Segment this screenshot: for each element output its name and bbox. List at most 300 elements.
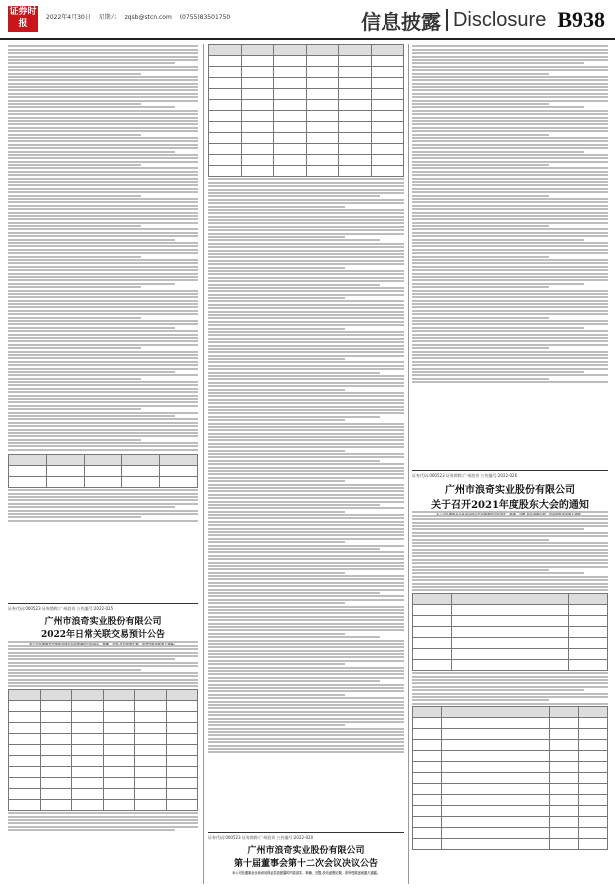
text-line <box>412 249 608 251</box>
text-line <box>412 134 549 136</box>
text-line <box>208 446 404 448</box>
text-line <box>8 432 198 434</box>
text-line <box>208 555 404 557</box>
body-text-block <box>208 178 404 753</box>
text-line <box>208 338 404 340</box>
newspaper-logo <box>8 6 38 32</box>
text-line <box>412 296 608 298</box>
text-line <box>8 658 175 660</box>
text-line <box>208 738 404 740</box>
text-line <box>208 321 404 323</box>
text-line <box>412 306 608 308</box>
text-line <box>208 284 380 286</box>
text-line <box>208 626 404 628</box>
text-line <box>208 545 404 547</box>
text-line <box>8 685 198 687</box>
body-text-block <box>8 641 198 687</box>
transaction-detail-table <box>208 44 404 177</box>
text-line <box>412 300 608 302</box>
text-line <box>8 425 198 427</box>
text-line <box>412 283 584 285</box>
text-line <box>8 256 141 258</box>
text-line <box>8 665 198 667</box>
contact-email[interactable]: zqsb@stcn.com <box>124 14 172 21</box>
text-line <box>412 62 584 64</box>
text-line <box>412 532 608 534</box>
text-line <box>208 673 404 675</box>
text-line <box>8 510 198 512</box>
text-line <box>8 73 141 75</box>
text-line <box>8 354 198 356</box>
text-line <box>8 283 175 285</box>
text-line <box>412 293 608 295</box>
text-line <box>8 201 198 203</box>
text-line <box>8 184 198 186</box>
text-line <box>8 816 198 818</box>
text-line <box>208 724 345 726</box>
text-line <box>208 660 404 662</box>
text-line <box>8 151 175 153</box>
text-line <box>412 327 584 329</box>
text-line <box>412 679 608 681</box>
text-line <box>208 707 404 709</box>
text-line <box>8 675 198 677</box>
text-line <box>412 56 608 58</box>
text-line <box>8 672 198 674</box>
text-line <box>8 225 141 227</box>
text-line <box>412 368 608 370</box>
text-line <box>412 693 608 695</box>
text-line <box>8 228 198 230</box>
text-line <box>208 406 404 408</box>
text-line <box>8 303 198 305</box>
text-line <box>412 123 608 125</box>
text-line <box>412 511 608 513</box>
text-line <box>208 507 404 509</box>
text-line <box>412 266 608 268</box>
text-line <box>208 250 404 252</box>
text-line <box>412 317 549 319</box>
text-line <box>208 216 404 218</box>
text-line <box>8 86 198 88</box>
text-line <box>412 259 608 261</box>
text-line <box>412 589 608 591</box>
text-line <box>8 422 198 424</box>
text-line <box>8 496 198 498</box>
text-line <box>412 528 584 530</box>
text-line <box>412 235 608 237</box>
text-line <box>8 506 175 508</box>
text-line <box>208 521 404 523</box>
text-line <box>208 382 404 384</box>
text-line <box>208 656 404 658</box>
text-line <box>412 347 549 349</box>
text-line <box>8 259 198 261</box>
text-line <box>208 568 404 570</box>
text-line <box>208 470 404 472</box>
text-line <box>412 215 608 217</box>
text-line <box>412 576 608 578</box>
text-line <box>208 450 345 452</box>
text-line <box>8 334 198 336</box>
text-line <box>412 96 608 98</box>
text-line <box>412 686 608 688</box>
text-line <box>208 229 404 231</box>
text-line <box>8 147 198 149</box>
text-line <box>412 181 608 183</box>
text-line <box>208 504 380 506</box>
text-line <box>8 398 198 400</box>
text-line <box>208 599 404 601</box>
text-line <box>412 157 608 159</box>
text-line <box>208 389 345 391</box>
text-line <box>8 317 141 319</box>
text-line <box>8 662 198 664</box>
text-line <box>412 279 608 281</box>
text-line <box>208 243 404 245</box>
announcement-title: 第十届董事会第十二次会议决议公告 <box>233 859 378 869</box>
text-line <box>412 262 608 264</box>
text-line <box>208 324 404 326</box>
text-line <box>412 535 608 537</box>
text-line <box>8 819 198 821</box>
text-line <box>412 290 608 292</box>
text-line <box>8 167 198 169</box>
text-line <box>8 313 198 315</box>
text-line <box>208 395 404 397</box>
text-line <box>412 191 608 193</box>
text-line <box>8 344 198 346</box>
voting-table <box>412 706 608 850</box>
text-line <box>208 490 404 492</box>
text-line <box>208 246 404 248</box>
text-line <box>412 147 608 149</box>
text-line <box>208 348 404 350</box>
text-line <box>208 541 345 543</box>
text-line <box>208 517 404 519</box>
text-line <box>412 242 608 244</box>
text-line <box>8 59 198 61</box>
text-line <box>208 236 345 238</box>
text-line <box>8 449 198 451</box>
column-divider <box>203 44 204 884</box>
text-line <box>8 262 198 264</box>
text-line <box>8 195 141 197</box>
text-line <box>208 253 404 255</box>
text-line <box>208 667 404 669</box>
text-line <box>412 689 584 691</box>
text-line <box>412 569 549 571</box>
text-line <box>208 636 380 638</box>
text-line <box>8 429 198 431</box>
text-line <box>8 812 198 814</box>
text-line <box>8 242 198 244</box>
text-line <box>8 330 198 332</box>
text-line <box>208 701 404 703</box>
text-line <box>208 711 404 713</box>
text-line <box>208 650 404 652</box>
text-line <box>8 93 198 95</box>
text-line <box>412 313 608 315</box>
text-line <box>412 337 608 339</box>
text-line <box>8 269 198 271</box>
text-line <box>412 555 608 557</box>
text-line <box>208 697 404 699</box>
text-line <box>412 69 608 71</box>
text-line <box>412 127 608 129</box>
text-line <box>208 328 345 330</box>
text-line <box>208 501 404 503</box>
text-line <box>208 416 380 418</box>
section-title <box>361 6 605 34</box>
text-line <box>412 515 608 517</box>
text-line <box>412 522 608 524</box>
text-line <box>8 293 198 295</box>
text-line <box>8 391 198 393</box>
text-line <box>208 199 404 201</box>
company-name: 广州市浪奇实业股份有限公司 <box>247 846 365 856</box>
text-line <box>8 493 198 495</box>
text-line <box>208 528 404 530</box>
text-line <box>412 66 608 68</box>
text-line <box>8 641 198 643</box>
text-line <box>8 439 141 441</box>
text-line <box>208 402 404 404</box>
text-line <box>412 583 608 585</box>
body-text-block <box>8 489 198 522</box>
text-line <box>8 361 198 363</box>
text-line <box>8 79 198 81</box>
text-line <box>412 371 584 373</box>
text-line <box>208 511 345 513</box>
text-line <box>208 311 404 313</box>
text-line <box>208 307 404 309</box>
text-line <box>8 499 198 501</box>
text-line <box>208 548 380 550</box>
text-line <box>412 252 608 254</box>
text-line <box>208 646 404 648</box>
text-line <box>208 687 404 689</box>
text-line <box>412 672 608 674</box>
text-line <box>412 174 608 176</box>
text-line <box>8 96 198 98</box>
text-line <box>8 100 198 102</box>
text-line <box>412 330 608 332</box>
text-line <box>8 276 198 278</box>
text-line <box>8 290 198 292</box>
text-line <box>412 232 608 234</box>
text-line <box>412 320 608 322</box>
text-line <box>208 467 404 469</box>
text-line <box>8 357 198 359</box>
text-line <box>8 62 175 64</box>
text-line <box>208 677 404 679</box>
text-line <box>208 233 404 235</box>
text-line <box>8 222 198 224</box>
text-line <box>412 49 608 51</box>
text-line <box>8 829 175 831</box>
text-line <box>8 103 141 105</box>
text-line <box>208 751 404 753</box>
text-line <box>208 463 404 465</box>
text-line <box>208 480 345 482</box>
text-line <box>8 49 198 51</box>
page-header <box>0 0 615 40</box>
text-line <box>208 412 404 414</box>
text-line <box>412 117 608 119</box>
text-line <box>8 405 198 407</box>
text-line <box>208 562 404 564</box>
text-line <box>8 395 198 397</box>
text-line <box>208 419 345 421</box>
text-line <box>412 273 608 275</box>
text-line <box>208 565 404 567</box>
text-line <box>208 721 404 723</box>
text-line <box>412 154 608 156</box>
text-line <box>412 344 608 346</box>
text-line <box>412 579 608 581</box>
body-text-block <box>8 45 198 450</box>
text-line <box>412 286 549 288</box>
text-line <box>8 388 198 390</box>
text-line <box>412 79 608 81</box>
text-line <box>412 100 608 102</box>
text-line <box>208 297 345 299</box>
text-line <box>208 443 404 445</box>
text-line <box>208 684 404 686</box>
text-line <box>412 276 608 278</box>
text-line <box>8 337 198 339</box>
text-line <box>208 375 404 377</box>
text-line <box>8 310 198 312</box>
text-line <box>412 76 608 78</box>
text-line <box>208 728 404 730</box>
text-line <box>8 208 198 210</box>
text-line <box>412 572 584 574</box>
text-line <box>208 361 404 363</box>
text-line <box>8 191 198 193</box>
text-line <box>208 385 404 387</box>
text-line <box>412 171 608 173</box>
text-line <box>412 45 608 47</box>
text-line <box>8 503 198 505</box>
announcement-title: 关于召开2021年度股东大会的通知 <box>431 500 589 511</box>
body-text-block <box>412 511 608 591</box>
body-text-block <box>412 672 608 705</box>
text-line <box>8 56 198 58</box>
company-name: 广州市浪奇实业股份有限公司 <box>44 617 162 627</box>
text-line <box>208 473 404 475</box>
text-line <box>412 699 549 701</box>
text-line <box>8 245 198 247</box>
company-name: 广州市浪奇实业股份有限公司 <box>445 485 575 496</box>
body-text-block <box>412 45 608 383</box>
text-line <box>208 195 380 197</box>
text-line <box>208 300 404 302</box>
text-line <box>208 267 345 269</box>
text-line <box>8 212 198 214</box>
section-title-cn: 信息披露 <box>360 9 441 34</box>
text-line <box>208 606 404 608</box>
text-line <box>412 52 608 54</box>
text-line <box>8 52 198 54</box>
issue-weekday: 星期六 <box>98 14 117 21</box>
text-line <box>412 188 608 190</box>
text-line <box>412 676 608 678</box>
text-line <box>8 645 198 647</box>
text-line <box>412 184 608 186</box>
text-line <box>412 195 549 197</box>
text-line <box>8 323 198 325</box>
text-line <box>412 378 549 380</box>
text-line <box>8 127 198 129</box>
text-line <box>208 592 380 594</box>
text-line <box>208 484 404 486</box>
text-line <box>8 76 198 78</box>
text-line <box>208 623 404 625</box>
text-line <box>208 212 404 214</box>
issue-meta <box>46 12 236 21</box>
text-line <box>8 445 198 447</box>
announcement-board-resolution <box>208 832 404 877</box>
text-line <box>208 222 404 224</box>
text-line <box>8 130 198 132</box>
text-line <box>8 513 198 515</box>
text-line <box>8 157 198 159</box>
contact-phone: (0755)83501750 <box>179 14 231 21</box>
text-line <box>208 209 404 211</box>
text-line <box>8 415 175 417</box>
text-line <box>208 277 404 279</box>
text-line <box>208 429 404 431</box>
transaction-table <box>8 454 198 488</box>
text-line <box>208 345 404 347</box>
text-line <box>412 323 608 325</box>
text-line <box>412 351 608 353</box>
text-line <box>412 354 608 356</box>
text-line <box>208 185 404 187</box>
text-line <box>208 497 404 499</box>
text-line <box>208 256 404 258</box>
text-line <box>412 228 608 230</box>
text-line <box>208 572 345 574</box>
text-line <box>412 545 608 547</box>
text-line <box>8 171 198 173</box>
text-line <box>208 453 404 455</box>
text-line <box>208 439 404 441</box>
text-line <box>412 381 608 383</box>
text-line <box>8 113 198 115</box>
text-line <box>208 226 404 228</box>
text-line <box>412 144 608 146</box>
text-line <box>412 539 549 541</box>
text-line <box>208 690 404 692</box>
text-line <box>208 202 404 204</box>
column-1-body <box>8 44 198 594</box>
text-line <box>8 188 198 190</box>
stock-code-line: 证券代码:000523 证券简称:广州浪奇 公告编号:2022-025 <box>8 606 114 611</box>
stock-code-line: 证券代码:000523 证券简称:广州浪奇 公告编号:2022-026 <box>412 473 518 478</box>
text-line <box>8 306 198 308</box>
text-line <box>8 178 198 180</box>
text-line <box>8 682 198 684</box>
text-line <box>8 140 198 142</box>
text-line <box>8 89 198 91</box>
text-line <box>8 137 198 139</box>
text-line <box>8 66 198 68</box>
text-line <box>208 619 404 621</box>
text-line <box>208 487 404 489</box>
